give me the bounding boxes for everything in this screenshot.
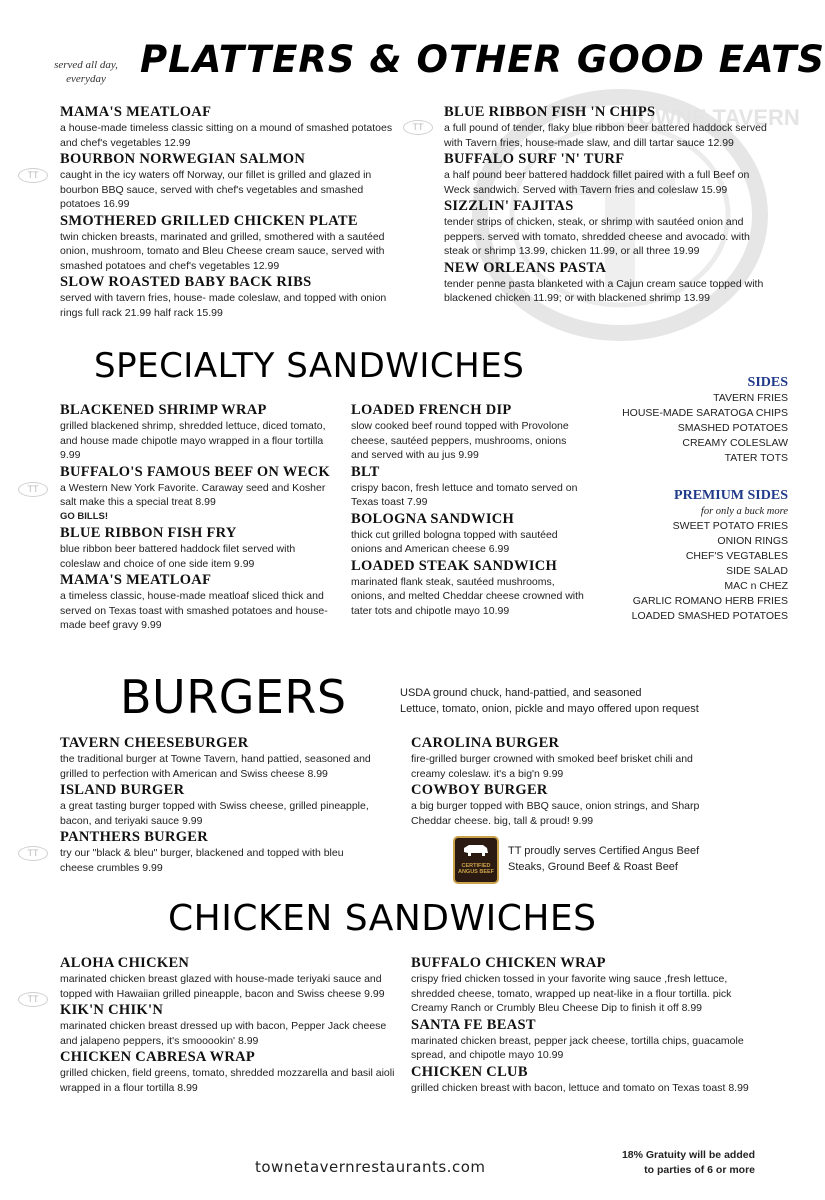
tt-logo-icon: TT [18, 482, 48, 497]
platters-heading: PLATTERS & OTHER GOOD EATS [140, 38, 825, 81]
premium-side-item: MAC n CHEZ [724, 580, 788, 592]
menu-item [351, 558, 586, 619]
tt-logo-icon: TT [18, 992, 48, 1007]
menu-item [60, 572, 335, 633]
item-description: crispy fried chicken tossed in your favorite wing sauce ,fresh lettuce, shredded cheese, tomato, wrapped up neat-like in a flour tortilla. pick Creamy Ranch or Crumbly Bleu Cheese Dip to finish it off 8.99 [411, 973, 732, 1014]
side-item: TAVERN FRIES [713, 392, 788, 404]
premium-side-item: ONION RINGS [717, 535, 788, 547]
item-description: the traditional burger at Towne Tavern, hand pattied, seasoned and grilled to perfection with American and Swiss cheese 8.99 [60, 753, 371, 780]
gratuity-note [560, 1148, 755, 1178]
item-description: crispy bacon, fresh lettuce and tomato served on Texas toast 7.99 [351, 481, 578, 508]
menu-item [351, 402, 586, 463]
item-title: CHICKEN CABRESA WRAP [60, 1049, 256, 1065]
gratuity-note-line-1: 18% Gratuity will be added [621, 1149, 755, 1161]
item-description: a big burger topped with BBQ sauce, onion strings, and Sharp Cheddar cheese. big, tall & proud! 9.99 [411, 800, 700, 827]
menu-item [60, 525, 335, 571]
item-title: BLUE RIBBON FISH 'N CHIPS [444, 104, 656, 120]
chicken-left-column [60, 955, 395, 1096]
specialty-left-column [60, 402, 335, 634]
item-title: PANTHERS BURGER [60, 829, 209, 845]
item-description: slow cooked beef round topped with Provolone cheese, sautéed peppers, mushrooms, onions and served with au jus 9.99 [351, 420, 569, 461]
item-title: SIZZLIN' FAJITAS [444, 198, 574, 214]
menu-item [60, 1049, 395, 1095]
item-description: fire-grilled burger crowned with smoked beef brisket chili and creamy coleslaw. it's a big'n 9.99 [411, 753, 693, 780]
item-title: SANTA FE BEAST [411, 1016, 536, 1033]
item-description: caught in the icy waters off Norway, our fillet is grilled and glazed in bourbon BBQ sauce, served with chef's vegetables and smashed potatoes 16.99 [60, 169, 372, 210]
item-title: TAVERN CHEESEBURGER [60, 735, 249, 751]
chicken-right-column [411, 955, 756, 1096]
platters-left-column [60, 104, 395, 321]
menu-item [411, 735, 711, 781]
item-description: tender penne pasta blanketed with a Cajun cream sauce topped with blackened chicken 11.99; or with blackened shrimp 13.99 [444, 277, 764, 304]
item-description: a half pound beer battered haddock fillet paired with a full Beef on Weck sandwich. Served with Tavern fries and coleslaw 15.99 [444, 169, 750, 196]
menu-item [60, 213, 395, 274]
chicken-sandwiches-heading: CHICKEN SANDWICHES [168, 898, 597, 939]
menu-item [60, 104, 395, 150]
item-title: CHICKEN CLUB [411, 1063, 528, 1080]
sides-panel [600, 375, 788, 466]
premium-sides-panel [600, 488, 788, 624]
menu-item [60, 464, 335, 525]
item-title: LOADED STEAK SANDWICH [351, 557, 558, 574]
menu-item [444, 151, 774, 197]
angus-badge-text: CERTIFIED ANGUS BEEF [457, 863, 495, 875]
menu-item [60, 402, 335, 463]
specialty-sandwiches-heading: SPECIALTY SANDWICHES [94, 346, 525, 386]
menu-item [411, 1064, 756, 1096]
tt-logo-icon: TT [18, 168, 48, 183]
item-title: COWBOY BURGER [411, 782, 548, 798]
angus-note [508, 843, 768, 875]
item-title: SMOTHERED GRILLED CHICKEN PLATE [60, 212, 358, 229]
item-title: MAMA'S MEATLOAF [60, 572, 212, 588]
item-description: a great tasting burger topped with Swiss cheese, grilled pineapple, bacon, and teriyaki sauce 9.99 [60, 800, 369, 827]
premium-side-item: CHEF'S VEGTABLES [685, 550, 788, 562]
premium-side-item: LOADED SMASHED POTATOES [631, 610, 788, 622]
item-description: marinated chicken breast glazed with house-made teriyaki sauce and topped with Hawaiian grilled pineapple, bacon and Swiss cheese 9.99 [60, 973, 385, 1000]
item-description: marinated flank steak, sautéed mushrooms, onions, and melted Cheddar cheese crowned with tater tots and chipotle mayo 10.99 [351, 575, 584, 617]
item-title: BUFFALO'S FAMOUS BEEF ON WECK [60, 463, 330, 480]
item-description: a Western New York Favorite. Caraway seed and Kosher salt make this a special treat 8.99 [60, 481, 326, 508]
item-title: LOADED FRENCH DIP [351, 402, 512, 418]
menu-item [444, 104, 774, 150]
menu-item [60, 829, 380, 875]
burgers-note-line-2: Lettuce, tomato, onion, pickle and mayo offered upon request [400, 703, 699, 715]
watermark-text: TOWNE TAVERN [625, 105, 800, 130]
item-description: marinated chicken breast, pepper jack cheese, tortilla chips, guacamole spread, and chipotle mayo 10.99 [411, 1034, 744, 1061]
burgers-right-column [411, 735, 711, 829]
item-description: blue ribbon beer battered haddock filet served with coleslaw and choice of one side item 9.99 [60, 543, 296, 570]
menu-item [60, 1002, 395, 1048]
served-note-line-1: served all day, [54, 59, 118, 71]
item-title: BUFFALO SURF 'N' TURF [444, 151, 625, 167]
item-description: a house-made timeless classic sitting on a mound of smashed potatoes and chef's vegetables 12.99 [60, 122, 393, 149]
item-description: served with tavern fries, house- made coleslaw, and topped with onion rings full rack 21.99 half rack 15.99 [60, 292, 387, 319]
item-title: BLACKENED SHRIMP WRAP [60, 402, 267, 418]
gratuity-note-line-2: to parties of 6 or more [644, 1164, 755, 1176]
item-title: SLOW ROASTED BABY BACK RIBS [60, 274, 312, 290]
premium-side-item: GARLIC ROMANO HERB FRIES [632, 595, 788, 607]
sides-heading: SIDES [747, 375, 788, 390]
item-title: KIK'N CHIK'N [60, 1002, 164, 1018]
burgers-left-column [60, 735, 380, 876]
side-item: HOUSE-MADE SARATOGA CHIPS [622, 407, 788, 419]
burgers-heading: BURGERS [120, 670, 347, 724]
menu-item [60, 782, 380, 828]
side-item: SMASHED POTATOES [677, 422, 788, 434]
angus-note-line-2: Steaks, Ground Beef & Roast Beef [508, 861, 678, 873]
item-title: ISLAND BURGER [60, 782, 185, 798]
cow-icon [461, 842, 491, 858]
menu-item [60, 151, 395, 212]
item-description: grilled blackened shrimp, shredded lettuce, diced tomato, and house made chipotle mayo wrapped in a flour tortilla 9.99 [60, 420, 326, 461]
menu-item [60, 735, 380, 781]
served-note-line-2: everyday [66, 73, 106, 85]
served-note [40, 58, 132, 86]
item-title: NEW ORLEANS PASTA [444, 259, 607, 276]
item-description: thick cut grilled bologna topped with sautéed onions and American cheese 6.99 [351, 528, 558, 555]
item-description: marinated chicken breast dressed up with bacon, Pepper Jack cheese and jalapeno peppers, it's smooookin' 8.99 [60, 1020, 387, 1047]
item-description: try our "black & bleu" burger, blackened and topped with bleu cheese crumbles 9.99 [60, 847, 344, 874]
angus-note-line-1: TT proudly serves Certified Angus Beef [508, 845, 700, 857]
side-item: TATER TOTS [724, 452, 788, 464]
burgers-note-line-1: USDA ground chuck, hand-pattied, and seasoned [400, 687, 642, 699]
item-title: BLT [351, 463, 380, 480]
tt-logo-icon: TT [403, 120, 433, 135]
side-item: CREAMY COLESLAW [682, 437, 788, 449]
menu-item [411, 955, 756, 1016]
certified-angus-beef-logo [453, 836, 499, 884]
item-title: BOURBON NORWEGIAN SALMON [60, 151, 306, 167]
item-title: CAROLINA BURGER [411, 735, 560, 751]
menu-item [351, 464, 586, 510]
menu-item [60, 955, 395, 1001]
item-title: MAMA'S MEATLOAF [60, 104, 212, 120]
premium-side-item: SIDE SALAD [726, 565, 788, 577]
item-description: a full pound of tender, flaky blue ribbon beer battered haddock served with Tavern fries, house-made slaw, and dill tartar sauce 12.99 [444, 122, 767, 149]
menu-item [60, 274, 395, 320]
premium-sides-heading: PREMIUM SIDES [674, 488, 788, 503]
premium-side-item: SWEET POTATO FRIES [672, 520, 788, 532]
item-description: tender strips of chicken, steak, or shrimp with sautéed onion and peppers. served with tomato, shredded cheese and avocado. with steak or shrimp 13.99, chicken 11.99, or all three 19.99 [444, 216, 750, 257]
menu-item [411, 782, 711, 828]
burgers-note [400, 685, 780, 717]
item-description: a timeless classic, house-made meatloaf sliced thick and served on Texas toast with smashed potatoes and house-made beef gravy 9.99 [60, 590, 328, 631]
go-bills-note: GO BILLS! [60, 510, 109, 522]
item-title: BUFFALO CHICKEN WRAP [411, 955, 606, 971]
item-description: grilled chicken, field greens, tomato, shredded mozzarella and basil aioli wrapped in a flour tortilla 8.99 [60, 1067, 395, 1094]
item-title: ALOHA CHICKEN [60, 955, 190, 971]
menu-item [351, 511, 586, 557]
premium-sides-note: for only a buck more [700, 506, 788, 517]
item-description: grilled chicken breast with bacon, lettuce and tomato on Texas toast 8.99 [411, 1081, 749, 1094]
website-link[interactable]: townetavernrestaurants.com [255, 1158, 486, 1176]
menu-item [444, 198, 774, 259]
specialty-right-column [351, 402, 586, 619]
item-title: BLUE RIBBON FISH FRY [60, 525, 237, 541]
item-title: BOLOGNA SANDWICH [351, 510, 515, 527]
tt-logo-icon: TT [18, 846, 48, 861]
item-description: twin chicken breasts, marinated and grilled, smothered with a sautéed onion, mushroom, tomato and Bleu Cheese cream sauce, served with smashed potatoes and chef's vegetables 12.99 [60, 230, 385, 272]
platters-right-column [444, 104, 774, 307]
menu-item [444, 260, 774, 306]
menu-item [411, 1017, 756, 1063]
